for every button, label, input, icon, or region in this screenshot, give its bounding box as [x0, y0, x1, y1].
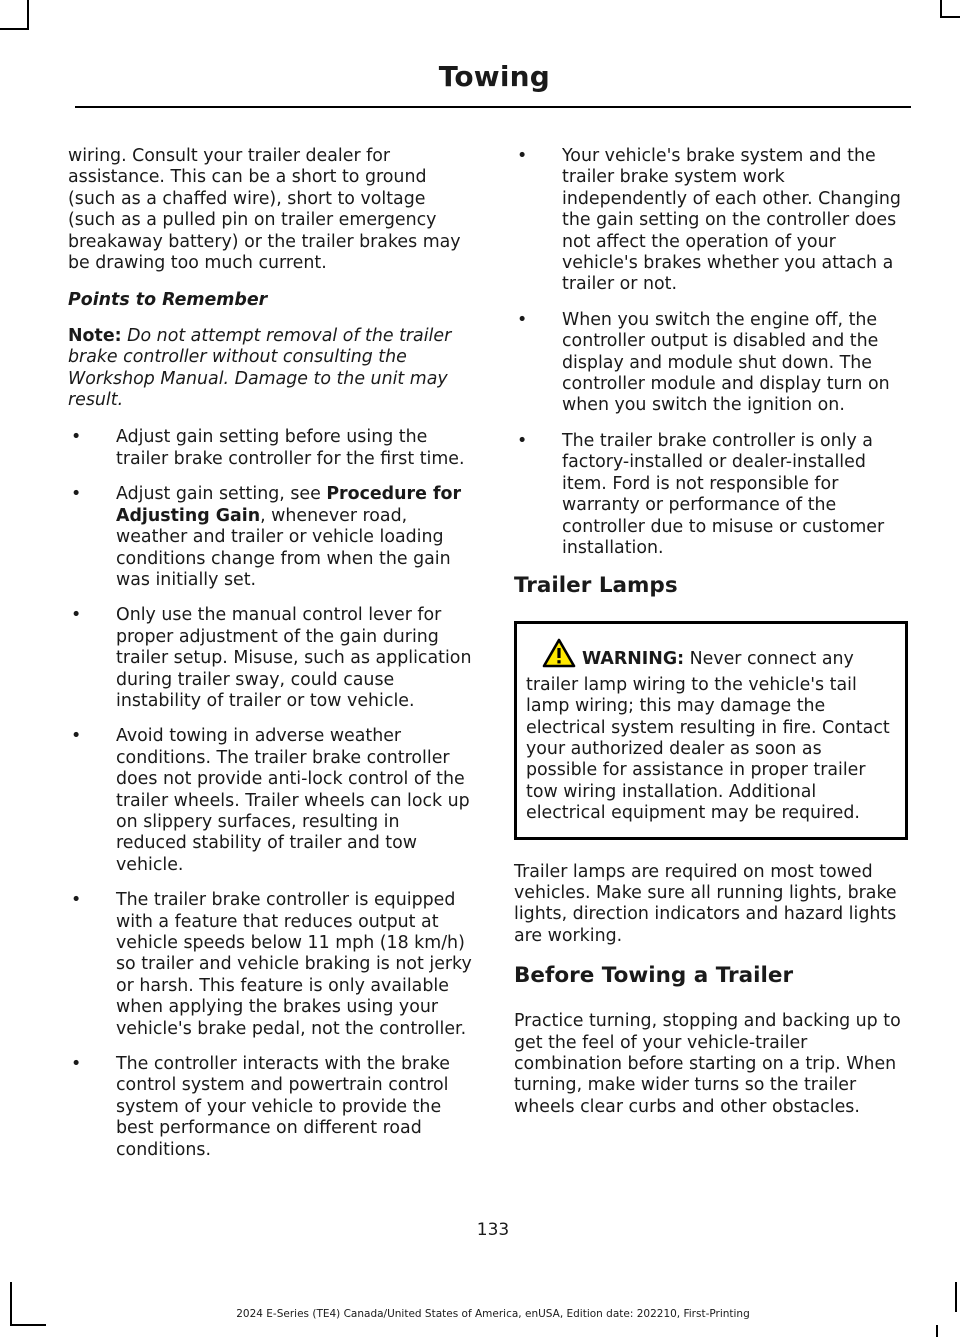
list-item: • Your vehicle's brake system and the trailer brake system work independently of each other. Changing the gain setting on the controller does not affect the operation of your vehicle's brakes whether you attach a trailer or not.	[517, 146, 901, 295]
bullet-dot: •	[71, 726, 82, 747]
list-item: • The trailer brake controller is equipped with a feature that reduces output at vehicle speeds below 11 mph (18 km/h) so trailer and vehicle braking is not jerky or harsh. This feature is only available when applying the brakes using your vehicle's brake pedal, not the controller.	[71, 890, 472, 1039]
left-column	[68, 146, 472, 1175]
note-paragraph	[68, 326, 472, 412]
list-item: • The controller interacts with the brake control system and powertrain control system of your vehicle to provide the best performance on different road conditions.	[71, 1054, 450, 1160]
list-item: • Adjust gain setting, see Procedure for Adjusting Gain, whenever road, weather and trailer or vehicle loading conditions change from when the gain was initially set.	[71, 484, 462, 590]
warning-triangle-icon	[542, 638, 576, 674]
bullet-list-left	[68, 427, 472, 1161]
bullet-dot: •	[517, 430, 528, 451]
lamps-paragraph: Trailer lamps are required on most towed vehicles. Make sure all running lights, brake lights, direction indicators and hazard lights are working.	[514, 861, 897, 946]
right-column	[514, 146, 908, 1134]
bullet-dot: •	[71, 890, 82, 911]
bullet-list-right	[514, 146, 908, 559]
warning-label: WARNING:	[582, 649, 685, 670]
heading-trailer-lamps: Trailer Lamps	[514, 573, 678, 599]
crop-mark	[27, 0, 29, 30]
bullet-dot: •	[71, 427, 82, 448]
note-text: Do not attempt removal of the trailer brake controller without consulting the Workshop Manual. Damage to the unit may result.	[68, 325, 452, 411]
crop-mark	[10, 1324, 46, 1326]
bullet-dot: •	[517, 146, 528, 166]
bullet-dot: •	[71, 484, 82, 505]
subheading-points: Points to Remember	[68, 290, 268, 311]
footer-edition: 2024 E-Series (TE4) Canada/United States of America, enUSA, Edition date: 202210, First-Printing	[236, 1308, 750, 1320]
list-item: • Only use the manual control lever for proper adjustment of the gain during trailer setup. Misuse, such as application during trailer sway, could cause instability of trailer or tow vehicle.	[71, 605, 472, 711]
warning-box	[514, 621, 908, 839]
list-item: • Adjust gain setting before using the trailer brake controller for the first time.	[71, 427, 465, 469]
crop-mark	[942, 16, 960, 18]
note-label: Note:	[68, 325, 122, 346]
crop-mark	[0, 28, 27, 30]
list-item: • The trailer brake controller is only a factory-installed or dealer-installed item. Ford is not responsible for warranty or performance of the controller due to misuse or customer installation.	[517, 430, 885, 558]
bullet-dot: •	[71, 605, 82, 626]
before-paragraph: Practice turning, stopping and backing up to get the feel of your vehicle-trailer combination before starting on a trip. When turning, make wider turns so the trailer wheels clear curbs and other obstacles.	[514, 1011, 901, 1117]
list-item: • Avoid towing in adverse weather conditions. The trailer brake controller does not provide anti-lock control of the trailer wheels. Trailer wheels can lock up on slippery surfaces, resulting in reduced stability of trailer and tow vehicle.	[71, 726, 470, 875]
intro-paragraph: wiring. Consult your trailer dealer for assistance. This can be a short to ground (such as a chaffed wire), short to voltage (such as a pulled pin on trailer emergency breakaway battery) or the trailer brakes may be drawing too much current.	[68, 146, 461, 274]
warning-text: Never connect any trailer lamp wiring to the vehicle's tail lamp wiring; this may damage the electrical system resulting in fire. Contact your authorized dealer as soon as possible for assistance in proper trailer tow wiring installation. Additional electrical equipment may be required.	[526, 649, 890, 824]
bullet-dot: •	[71, 1054, 82, 1075]
header-divider	[75, 106, 911, 108]
crop-mark	[936, 1325, 938, 1337]
page-number: 133	[476, 1220, 510, 1240]
list-item: • When you switch the engine off, the controller output is disabled and the display and module shut down. The controller module and display turn on when you switch the ignition on.	[517, 309, 890, 416]
cross-reference: Procedure for Adjusting Gain	[116, 484, 462, 526]
heading-before-towing: Before Towing a Trailer	[514, 963, 794, 989]
bullet-dot: •	[517, 309, 528, 330]
page-title: Towing	[438, 60, 550, 93]
